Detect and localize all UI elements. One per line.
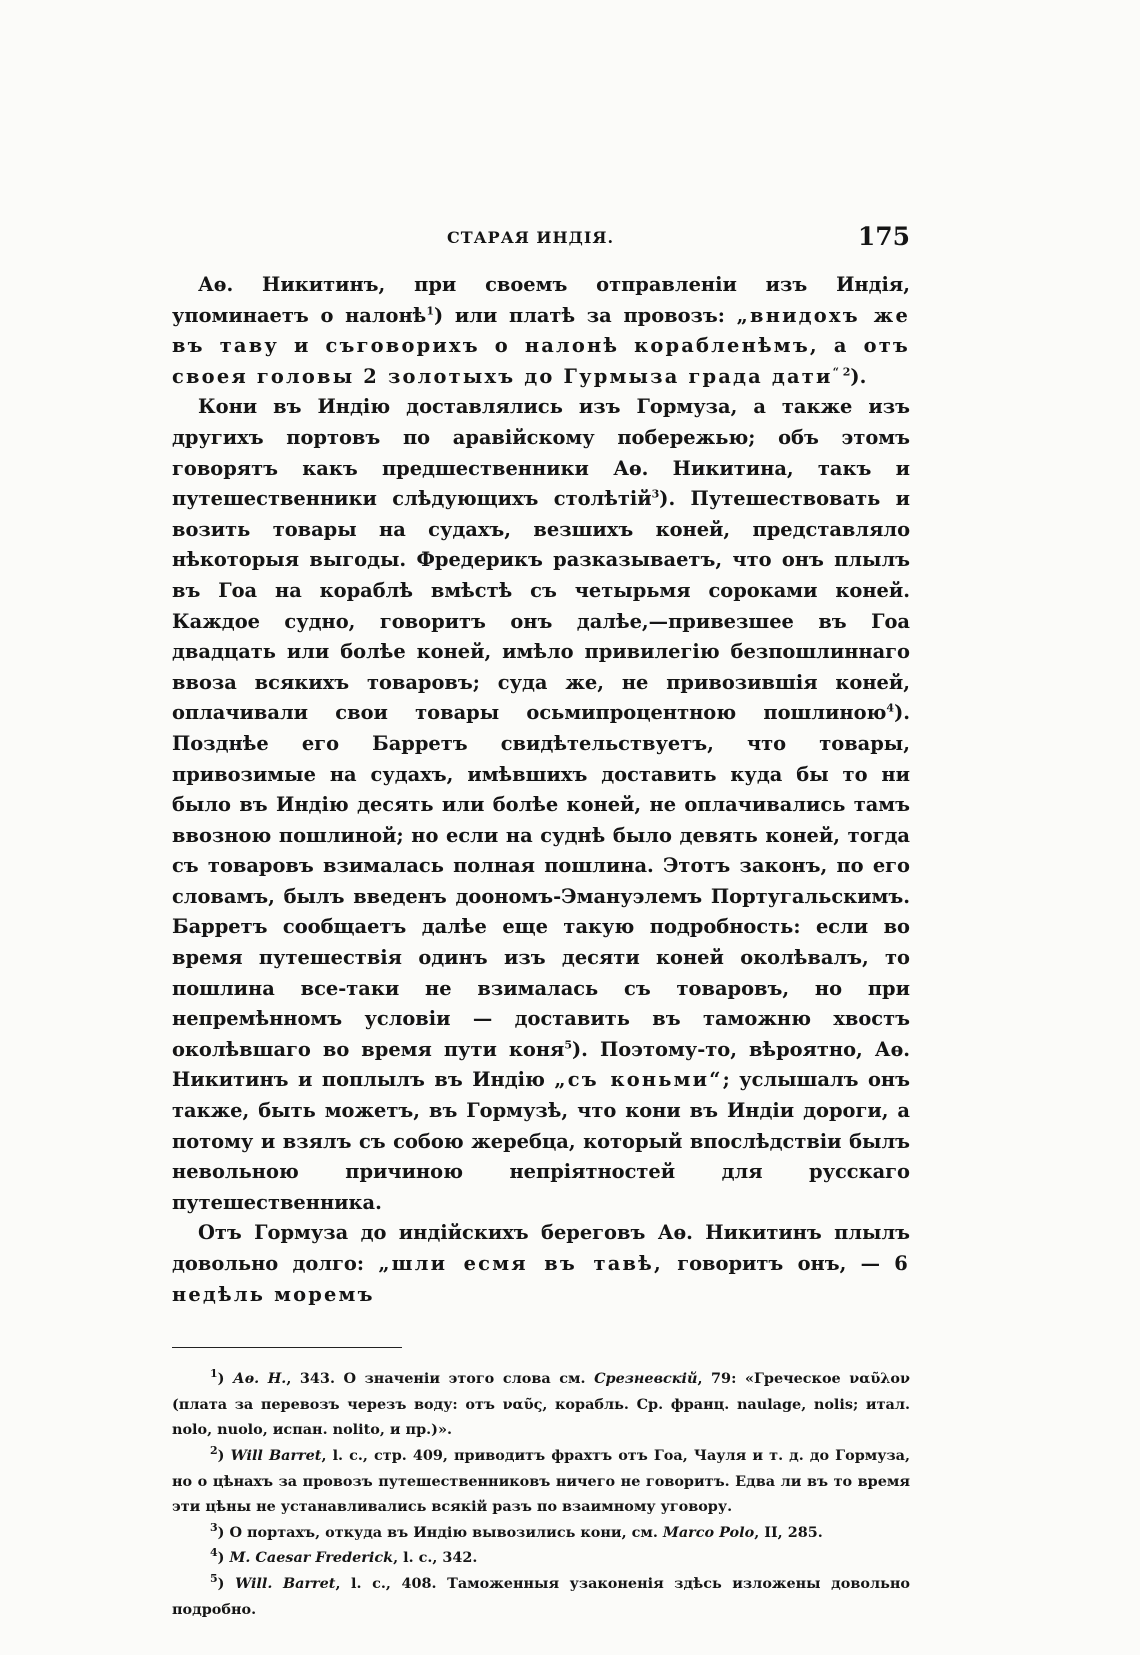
page-number: 175 bbox=[857, 222, 910, 251]
quote-spaced: „съ коньми“ bbox=[554, 1068, 723, 1092]
citation-italic: Срезневскій bbox=[594, 1370, 698, 1388]
text-run: говоритъ онъ, — bbox=[662, 1252, 895, 1275]
footnote-ref-4: 4 bbox=[886, 701, 895, 715]
text-run: , 79: «Греческое ναῦλον (плата за перевозъ черезъ воду: отъ ναῦς, корабль. Ср. франц. naulage, nolis; итал. nolo, nuolo, испан. nolito, и пр.)». bbox=[172, 1370, 910, 1439]
footnote-ref-3: 3 bbox=[651, 487, 660, 501]
footnote-3 bbox=[172, 1520, 910, 1546]
text-run: ). Позднѣе его Барретъ свидѣтельствуетъ, что товары, привозимые на судахъ, имѣвшихъ доставить куда бы то ни было въ Индію десять или болѣе коней, не оплачивались тамъ ввозною пошлиной; но если на суднѣ было девять коней, тогда съ товаровъ взималась полная пошлина. Этотъ законъ, по его словамъ, былъ введенъ доономъ-Эмануэлемъ Португальскимъ. Барретъ сообщаетъ далѣе еще такую подробность: если во время путешествія одинъ изъ десяти коней околѣвалъ, то пошлина все-таки не взималась съ товаровъ, но при непремѣнномъ условіи — доставить въ таможню хвостъ околѣвшаго во время пути коня bbox=[172, 701, 910, 1061]
citation-italic: Will Barret bbox=[230, 1446, 322, 1464]
paragraph-2 bbox=[172, 392, 910, 1218]
quote-spaced: „внидохъ же въ таву и съговорихъ о налонѣ корабленѣмъ, а отъ своея головы 2 золотыхъ до Гурмыза града дати bbox=[172, 303, 910, 388]
footnote-2 bbox=[172, 1443, 910, 1520]
text-run: , 343. О значеніи этого слова см. bbox=[286, 1370, 595, 1388]
paragraph-3 bbox=[172, 1218, 910, 1310]
footnote-ref-5: 5 bbox=[564, 1038, 572, 1052]
footnote-ref-2: “ 2 bbox=[832, 365, 851, 379]
text-run: ) bbox=[217, 1370, 234, 1388]
text-run: , l. c., стр. 409, приводитъ фрахтъ отъ Гоа, Чауля и т. д. до Гормуза, но о цѣнахъ за провозъ путешественниковъ ничего не говоритъ. Едва ли въ то время эти цѣны не устанавливались всякій разъ по взаимному уговору. bbox=[172, 1446, 911, 1516]
page-header bbox=[172, 222, 910, 262]
text-run: ; услышалъ онъ также, быть можетъ, въ Гормузѣ, что кони въ Индіи дороги, а потому и взялъ съ собою жеребца, который впослѣдствіи былъ невольною причиною непріятностей для русскаго путешественника. bbox=[172, 1068, 910, 1214]
text-run: ) bbox=[217, 1549, 230, 1567]
footnote-mark: 5 bbox=[210, 1572, 218, 1586]
quote-spaced: 6 недѣль моремъ bbox=[172, 1252, 910, 1306]
footnote-divider bbox=[172, 1347, 402, 1348]
footnotes bbox=[172, 1366, 910, 1622]
footnote-1 bbox=[172, 1366, 910, 1443]
text-run: ). Поэтому-то, вѣроятно, Аѳ. Никитинъ и поплылъ въ Индію bbox=[172, 1037, 910, 1092]
footnote-mark: 3 bbox=[210, 1520, 218, 1534]
text-run: , l. c., 342. bbox=[393, 1549, 478, 1567]
footnote-ref-1: 1 bbox=[426, 304, 434, 318]
text-run: ) О портахъ, откуда въ Индію вывозились кони, см. bbox=[217, 1523, 663, 1541]
text-run: ). bbox=[850, 364, 867, 388]
text-run: Кони въ Индію доставлялись изъ Гормуза, а также изъ другихъ портовъ по аравійскому побережью; объ этомъ говорятъ какъ предшественники Аѳ. Никитина, такъ и путешественники слѣдующихъ столѣтій bbox=[172, 395, 910, 511]
citation-italic: Аѳ. Н. bbox=[233, 1370, 287, 1388]
body-text bbox=[172, 270, 910, 1310]
quote-spaced: „шли есмя въ тавѣ, bbox=[378, 1252, 663, 1275]
running-title: СТАРАЯ ИНДІЯ. bbox=[447, 228, 615, 247]
text-run: ). Путешествовать и возить товары на судахъ, везшихъ коней, представляло нѣкоторыя выгоды. Фредерикъ разказываетъ, что онъ плылъ въ Гоа на кораблѣ вмѣстѣ съ четырьмя сороками коней. Каждое судно, говоритъ онъ далѣе,—привезшее въ Гоа двадцать или болѣе коней, имѣло привилегію безпошлиннаго ввоза всякихъ товаровъ; суда же, не привозившія коней, оплачивали свои товары осьмипроцентною пошлиною bbox=[172, 487, 910, 725]
footnote-5 bbox=[172, 1571, 910, 1622]
citation-italic: Will. Barret bbox=[235, 1574, 336, 1592]
footnote-4 bbox=[172, 1545, 910, 1571]
text-run: , II, 285. bbox=[754, 1523, 823, 1541]
footnote-mark: 4 bbox=[210, 1546, 218, 1560]
text-run: ) bbox=[217, 1574, 236, 1592]
footnote-mark: 1 bbox=[210, 1367, 218, 1381]
citation-italic: M. Caesar Frederick bbox=[229, 1549, 394, 1567]
text-run: , l. c., 408. Таможенныя узаконенія здѣсь изложены довольно подробно. bbox=[172, 1574, 910, 1618]
text-column bbox=[172, 222, 910, 1622]
text-run: ) или платѣ за провозъ: bbox=[433, 303, 737, 327]
text-run: Отъ Гормуза до индійскихъ береговъ Аѳ. Никитинъ плылъ довольно долго: bbox=[172, 1221, 910, 1275]
paragraph-1 bbox=[172, 270, 910, 392]
citation-italic: Marco Polo bbox=[662, 1523, 755, 1541]
text-run: Аѳ. Никитинъ, при своемъ отправленіи изъ Индія, упоминаетъ о налонѣ bbox=[172, 273, 910, 327]
text-run: ) bbox=[217, 1446, 231, 1464]
footnote-mark: 2 bbox=[210, 1444, 218, 1458]
